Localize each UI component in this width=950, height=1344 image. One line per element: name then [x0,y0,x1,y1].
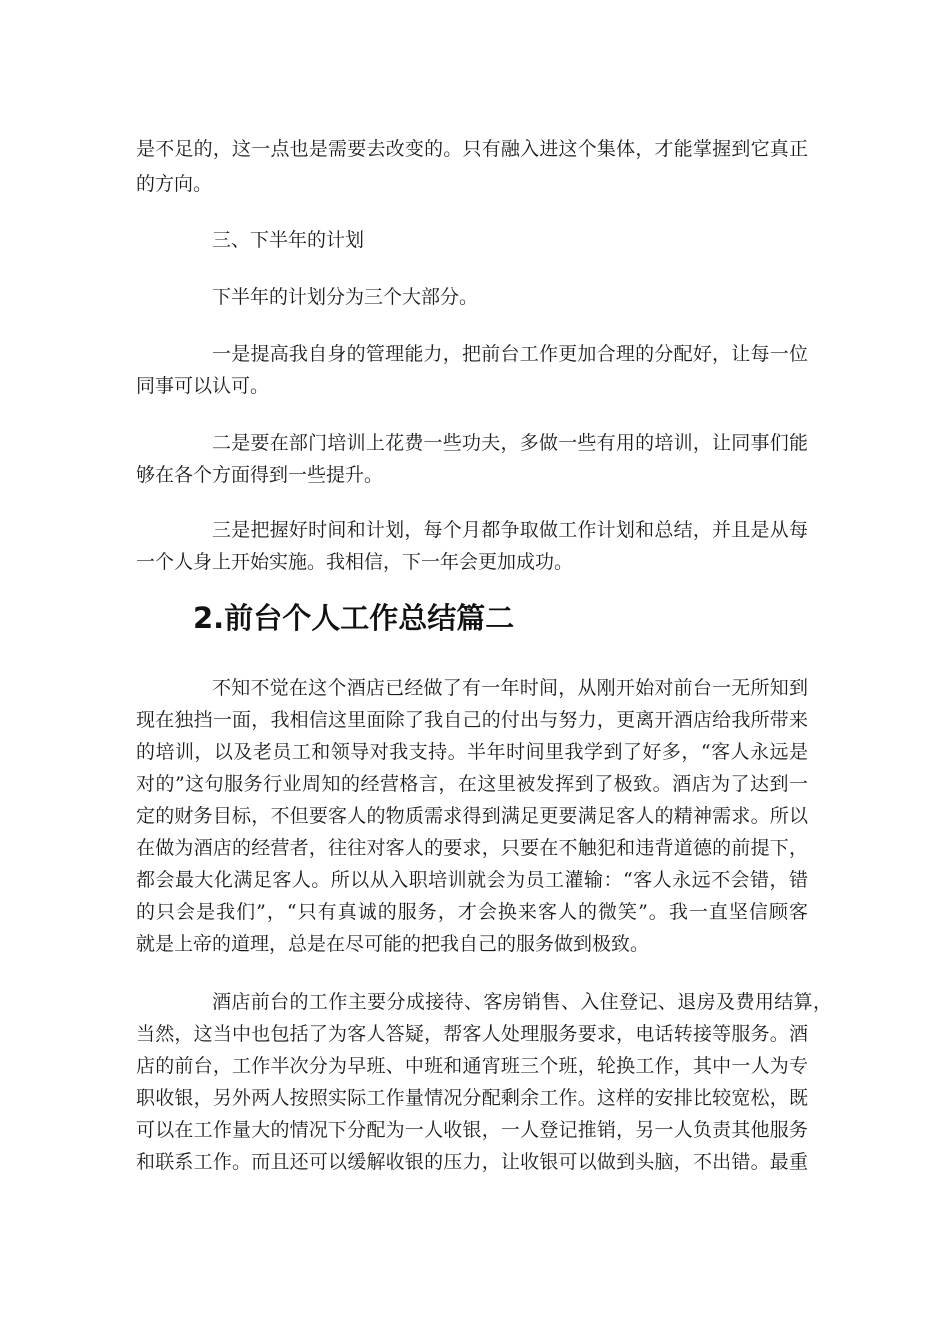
paragraph-line: 定的财务目标，不但要客人的物质需求得到满足更要满足客人的精神需求。所以 [136,805,808,827]
subheading: 三、下半年的计划 [212,229,365,251]
paragraph-line: 的方向。 [136,173,213,195]
paragraph-line: 够在各个方面得到一些提升。 [136,464,384,486]
paragraph-line: 酒店前台的工作主要分成接待、客房销售、入住登记、退房及费用结算， [212,991,832,1013]
paragraph-line: 的只会是我们”，“只有真诚的服务，才会换来客人的微笑”。我一直坚信顾客 [136,901,808,923]
paragraph-line: 对的”这句服务行业周知的经营格言，在这里被发挥到了极致。酒店为了达到一 [136,773,808,795]
paragraph-line: 现在独挡一面，我相信这里面除了我自己的付出与努力，更离开酒店给我所带来 [136,709,808,731]
paragraph-line: 职收银，另外两人按照实际工作量情况分配剩余工作。这样的安排比较宽松，既 [136,1087,808,1109]
paragraph-line: 二是要在部门培训上花费一些功夫，多做一些有用的培训，让同事们能 [212,432,808,454]
paragraph-line: 在做为酒店的经营者，往往对客人的要求，只要在不触犯和违背道德的前提下， [136,837,808,859]
paragraph-line: 三是把握好时间和计划，每个月都争取做工作计划和总结，并且是从每 [212,519,808,541]
paragraph-line: 不知不觉在这个酒店已经做了有一年时间，从刚开始对前台一无所知到 [212,677,808,699]
paragraph-line: 的培训，以及老员工和领导对我支持。半年时间里我学到了好多，“客人永远是 [136,741,808,763]
paragraph-line: 就是上帝的道理，总是在尽可能的把我自己的服务做到极致。 [136,933,650,955]
paragraph-line: 同事可以认可。 [136,375,270,397]
paragraph-line: 一是提高我自身的管理能力，把前台工作更加合理的分配好，让每一位 [212,343,808,365]
paragraph-line: 下半年的计划分为三个大部分。 [212,286,479,308]
paragraph-line: 当然，这当中也包括了为客人答疑，帮客人处理服务要求，电话转接等服务。酒 [136,1023,808,1045]
paragraph-line: 是不足的，这一点也是需要去改变的。只有融入进这个集体，才能掌握到它真正 [136,138,808,160]
paragraph-line: 都会最大化满足客人。所以从入职培训就会为员工灌输：“客人永远不会错，错 [136,869,808,891]
paragraph-line: 店的前台，工作半次分为早班、中班和通宵班三个班，轮换工作，其中一人为专 [136,1055,808,1077]
section-title: 2.前台个人工作总结篇二 [193,601,515,635]
paragraph-line: 一个人身上开始实施。我相信，下一年会更加成功。 [136,551,574,573]
paragraph-line: 可以在工作量大的情况下分配为一人收银，一人登记推销，另一人负责其他服务 [136,1119,808,1141]
paragraph-line: 和联系工作。而且还可以缓解收银的压力，让收银可以做到头脑，不出错。最重 [136,1151,808,1173]
